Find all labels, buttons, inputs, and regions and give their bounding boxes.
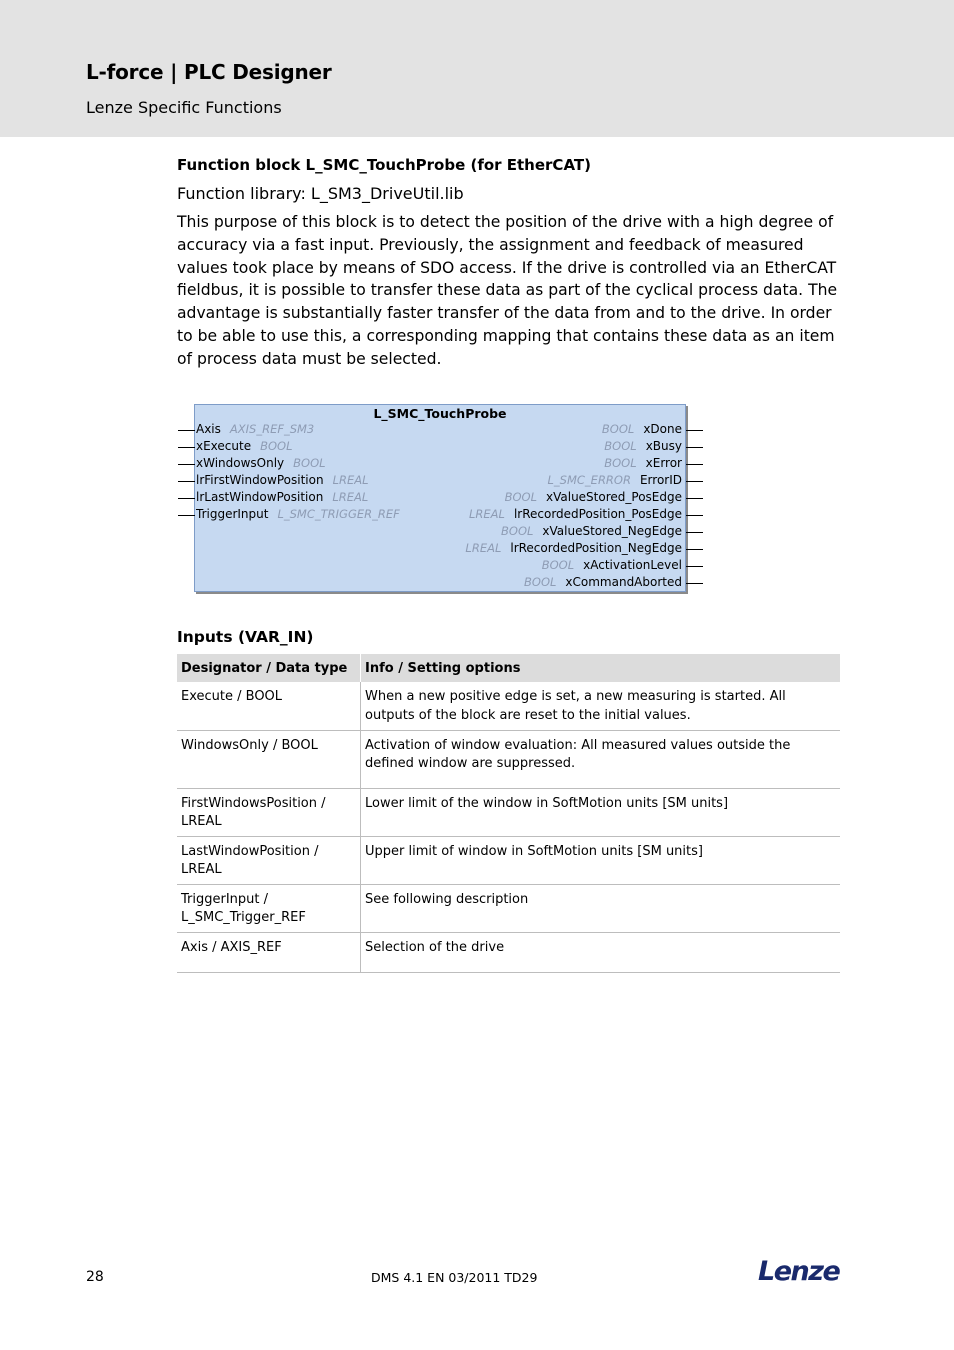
info-cell: Activation of window evaluation: All measured values outside the defined window are suppressed.	[361, 730, 841, 788]
fb-output-type: LREAL	[465, 541, 502, 555]
designator-cell: LastWindowPosition / LREAL	[177, 836, 361, 884]
lenze-logo: Lenze	[758, 1256, 840, 1287]
intro-paragraph: This purpose of this block is to detect the position of the drive with a high degree of accuracy via a fast input. Previously, the assignment and feedback of measured values took place by means of SDO access. If the drive is controlled via an EtherCAT fieldbus, it is possible to transfer these data as part of the cyclical process data. The advantage is substantially faster transfer of the data from and to the drive. In order to be able to use this, a corresponding mapping that contains these data as an item of process data must be selected.	[177, 213, 838, 368]
fb-output-pin	[602, 421, 682, 438]
fb-output-connector	[686, 498, 703, 499]
fb-input-name: Axis	[196, 422, 221, 436]
fb-input-name: lrFirstWindowPosition	[196, 473, 324, 487]
fb-input-type: BOOL	[293, 456, 326, 470]
function-block-diagram	[194, 404, 686, 592]
fb-output-name: xActivationLevel	[583, 558, 682, 572]
table-row	[177, 932, 840, 972]
table-row	[177, 788, 840, 836]
table-row	[177, 730, 840, 788]
fb-output-type: LREAL	[469, 507, 505, 521]
fb-input-name: lrLastWindowPosition	[196, 490, 324, 504]
designator-cell: Axis / AXIS_REF	[177, 932, 361, 972]
info-cell: Selection of the drive	[361, 932, 841, 972]
header-title: L-force | PLC Designer	[86, 60, 332, 84]
fb-output-type: BOOL	[524, 575, 557, 589]
designator-cell: TriggerInput / L_SMC_Trigger_REF	[177, 884, 361, 932]
fb-input-connector	[178, 481, 195, 482]
fb-output-connector	[686, 481, 703, 482]
section-title: Function block L_SMC_TouchProbe (for EtherCAT)	[177, 156, 591, 174]
fb-input-connector	[178, 515, 195, 516]
fb-input-connector	[178, 498, 195, 499]
inputs-table	[177, 654, 840, 973]
fb-output-name: xValueStored_PosEdge	[546, 490, 682, 504]
fb-output-type: BOOL	[601, 422, 635, 436]
fb-output-pin	[501, 523, 682, 540]
fb-input-pin	[196, 472, 369, 489]
header-subtitle: Lenze Specific Functions	[86, 98, 282, 117]
fb-output-pin	[604, 455, 682, 472]
fb-input-connector	[178, 464, 195, 465]
fb-input-pin	[196, 506, 400, 523]
fb-output-name: xBusy	[645, 439, 682, 453]
table-header-row	[177, 654, 840, 682]
fb-output-connector	[686, 532, 703, 533]
fb-input-connector	[178, 430, 195, 431]
fb-output-pin	[548, 472, 682, 489]
fb-input-type: LREAL	[332, 473, 369, 487]
fb-output-connector	[686, 566, 703, 567]
library-line: Function library: L_SM3_DriveUtil.lib	[177, 184, 464, 203]
fb-output-pin	[604, 438, 682, 455]
info-cell: See following description	[361, 884, 841, 932]
fb-output-connector	[686, 515, 703, 516]
fb-output-name: xCommandAborted	[565, 575, 682, 589]
page-header	[0, 0, 954, 137]
fb-output-type: BOOL	[501, 524, 534, 538]
fb-output-name: lrRecordedPosition_PosEdge	[513, 507, 682, 521]
fb-output-connector	[686, 447, 703, 448]
fb-input-type: BOOL	[260, 439, 293, 453]
info-cell: Upper limit of window in SoftMotion units [SM units]	[361, 836, 841, 884]
fb-input-type: L_SMC_TRIGGER_REF	[277, 507, 400, 521]
fb-output-connector	[686, 430, 703, 431]
designator-cell: FirstWindowsPosition / LREAL	[177, 788, 361, 836]
fb-input-pin	[196, 421, 314, 438]
info-cell: Lower limit of the window in SoftMotion units [SM units]	[361, 788, 841, 836]
document-id: DMS 4.1 EN 03/2011 TD29	[371, 1270, 538, 1285]
fb-output-name: xValueStored_NegEdge	[542, 524, 682, 538]
fb-output-pin	[469, 506, 682, 523]
fb-output-pin	[542, 557, 682, 574]
fb-input-type: AXIS_REF_SM3	[229, 422, 315, 436]
designator-cell: WindowsOnly / BOOL	[177, 730, 361, 788]
fb-output-connector	[686, 583, 703, 584]
page-number: 28	[86, 1269, 104, 1285]
fb-output-pin	[465, 540, 682, 557]
table-header-designator: Designator / Data type	[177, 654, 361, 682]
designator-cell: Execute / BOOL	[177, 682, 361, 730]
fb-output-pin	[524, 574, 682, 591]
fb-input-connector	[178, 447, 195, 448]
table-header-info: Info / Setting options	[361, 654, 841, 682]
fb-output-name: xDone	[643, 422, 682, 436]
fb-output-type: BOOL	[604, 456, 637, 470]
fb-output-type: BOOL	[604, 439, 637, 453]
fb-input-name: xExecute	[196, 439, 252, 453]
fb-output-connector	[686, 464, 703, 465]
info-cell: When a new positive edge is set, a new measuring is started. All outputs of the block are reset to the initial values.	[361, 682, 841, 730]
fb-output-type: BOOL	[504, 490, 537, 504]
fb-output-pin	[505, 489, 682, 506]
fb-output-connector	[686, 549, 703, 550]
fb-output-type: L_SMC_ERROR	[547, 473, 631, 487]
fb-input-name: TriggerInput	[196, 507, 269, 521]
table-row	[177, 682, 840, 730]
fb-input-type: LREAL	[332, 490, 369, 504]
fb-output-name: lrRecordedPosition_NegEdge	[510, 541, 682, 555]
fb-output-name: ErrorID	[639, 473, 682, 487]
fb-output-name: xError	[645, 456, 682, 470]
fb-input-pin	[196, 489, 368, 506]
fb-input-name: xWindowsOnly	[196, 456, 285, 470]
function-block-name: L_SMC_TouchProbe	[373, 406, 507, 421]
fb-output-type: BOOL	[541, 558, 575, 572]
fb-input-pin	[196, 438, 293, 455]
fb-input-pin	[196, 455, 326, 472]
table-row	[177, 884, 840, 932]
table-row	[177, 836, 840, 884]
inputs-title: Inputs (VAR_IN)	[177, 628, 314, 646]
